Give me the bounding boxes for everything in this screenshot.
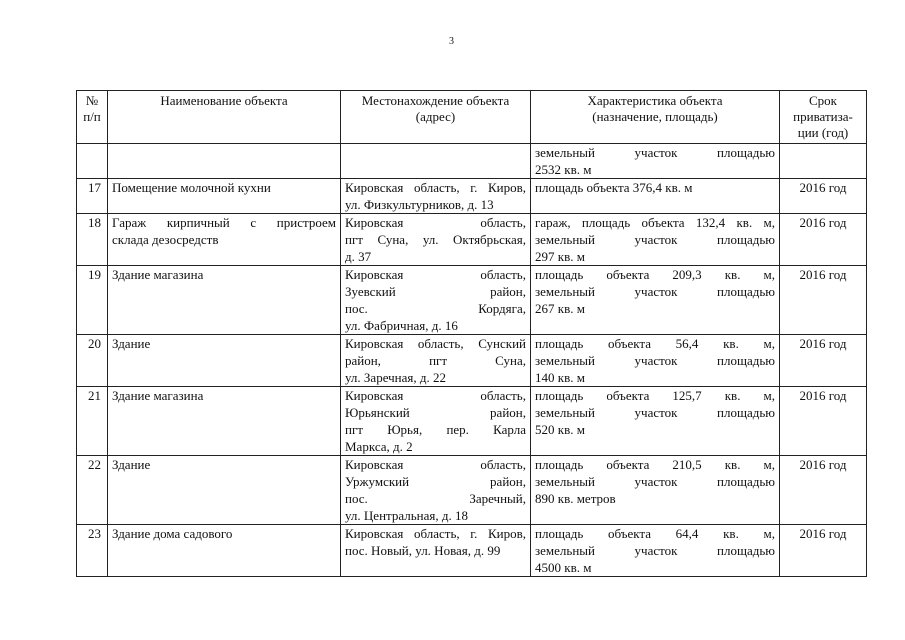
cell-line: Кировская область, bbox=[345, 267, 526, 282]
header-location-line: Местонахождение объекта bbox=[361, 93, 510, 108]
cell-num: 19 bbox=[77, 266, 108, 335]
header-characteristics bbox=[531, 91, 780, 144]
cell-characteristics bbox=[531, 214, 780, 266]
cell-name bbox=[108, 179, 341, 214]
header-location-line: (адрес) bbox=[415, 109, 456, 124]
cell-line: 2532 кв. м bbox=[535, 162, 592, 177]
cell-line: Кировская область, Сунский bbox=[345, 336, 526, 351]
table-row-continuation bbox=[77, 144, 867, 179]
cell-line: площадь объекта 210,5 кв. м, bbox=[535, 457, 775, 472]
header-name: Наименование объекта bbox=[108, 91, 341, 144]
cell-location bbox=[341, 179, 531, 214]
cell-line: 267 кв. м bbox=[535, 301, 585, 316]
header-term bbox=[780, 91, 867, 144]
page-number: 3 bbox=[449, 36, 454, 47]
table-row bbox=[77, 179, 867, 214]
cell-characteristics bbox=[531, 335, 780, 387]
cell-line: земельный участок площадью bbox=[535, 353, 775, 368]
cell-line: пос. Заречный, bbox=[345, 491, 526, 506]
cell-line: Уржумский район, bbox=[345, 474, 526, 489]
cell-num bbox=[77, 144, 108, 179]
cell-location bbox=[341, 266, 531, 335]
cell-line: 890 кв. метров bbox=[535, 491, 616, 506]
cell-line: 297 кв. м bbox=[535, 249, 585, 264]
cell-line: Здание bbox=[112, 336, 151, 351]
header-term-line: Срок bbox=[809, 93, 837, 108]
cell-line: Маркса, д. 2 bbox=[345, 439, 413, 454]
table-row bbox=[77, 525, 867, 577]
cell-name bbox=[108, 214, 341, 266]
cell-term: 2016 год bbox=[780, 266, 867, 335]
cell-characteristics bbox=[531, 387, 780, 456]
cell-term: 2016 год bbox=[780, 214, 867, 266]
cell-line: земельный участок площадью bbox=[535, 405, 775, 420]
table-row bbox=[77, 335, 867, 387]
table-row bbox=[77, 214, 867, 266]
header-characteristics-line: (назначение, площадь) bbox=[592, 109, 718, 124]
cell-line: Юрьянский район, bbox=[345, 405, 526, 420]
cell-term: 2016 год bbox=[780, 335, 867, 387]
cell-line: ул. Заречная, д. 22 bbox=[345, 370, 447, 385]
cell-line: Кировская область, г. Киров, bbox=[345, 526, 526, 541]
cell-line: Кировская область, bbox=[345, 215, 526, 230]
cell-num: 23 bbox=[77, 525, 108, 577]
cell-num: 22 bbox=[77, 456, 108, 525]
cell-line: земельный участок площадью bbox=[535, 474, 775, 489]
cell-line: пгт Суна, ул. Октябрьская, bbox=[345, 232, 526, 247]
cell-line: земельный участок площадью bbox=[535, 145, 775, 160]
header-num-line: п/п bbox=[83, 109, 101, 124]
cell-location bbox=[341, 456, 531, 525]
header-term-line: приватиза- bbox=[793, 109, 853, 124]
cell-line: Помещение молочной кухни bbox=[112, 180, 271, 195]
cell-characteristics bbox=[531, 525, 780, 577]
cell-line: Здание дома садового bbox=[112, 526, 233, 541]
cell-line: площадь объекта 64,4 кв. м, bbox=[535, 526, 775, 541]
cell-term: 2016 год bbox=[780, 456, 867, 525]
cell-num: 21 bbox=[77, 387, 108, 456]
cell-line: земельный участок площадью bbox=[535, 232, 775, 247]
cell-line: Кировская область, bbox=[345, 388, 526, 403]
cell-line: земельный участок площадью bbox=[535, 543, 775, 558]
cell-location bbox=[341, 214, 531, 266]
cell-line: гараж, площадь объекта 132,4 кв. м, bbox=[535, 215, 775, 230]
cell-line: пос. Кордяга, bbox=[345, 301, 526, 316]
cell-name bbox=[108, 144, 341, 179]
cell-location bbox=[341, 144, 531, 179]
cell-name bbox=[108, 387, 341, 456]
table-row bbox=[77, 387, 867, 456]
cell-num: 20 bbox=[77, 335, 108, 387]
cell-line: площадь объекта 209,3 кв. м, bbox=[535, 267, 775, 282]
cell-term: 2016 год bbox=[780, 525, 867, 577]
cell-line: пос. Новый, ул. Новая, д. 99 bbox=[345, 543, 501, 558]
cell-line: Кировская область, bbox=[345, 457, 526, 472]
cell-location bbox=[341, 525, 531, 577]
cell-num: 18 bbox=[77, 214, 108, 266]
header-location bbox=[341, 91, 531, 144]
cell-characteristics bbox=[531, 179, 780, 214]
cell-num: 17 bbox=[77, 179, 108, 214]
table-body bbox=[77, 144, 867, 577]
cell-term: 2016 год bbox=[780, 387, 867, 456]
cell-line: 520 кв. м bbox=[535, 422, 585, 437]
cell-line: пгт Юрья, пер. Карла bbox=[345, 422, 526, 437]
cell-line: Здание магазина bbox=[112, 267, 204, 282]
header-characteristics-line: Характеристика объекта bbox=[587, 93, 723, 108]
cell-term bbox=[780, 144, 867, 179]
cell-line: склада дезосредств bbox=[112, 232, 219, 247]
cell-line: Здание bbox=[112, 457, 151, 472]
table-row bbox=[77, 456, 867, 525]
cell-characteristics bbox=[531, 266, 780, 335]
privatization-table bbox=[76, 90, 867, 577]
cell-line: Зуевский район, bbox=[345, 284, 526, 299]
cell-line: Гараж кирпичный с пристроем bbox=[112, 215, 336, 230]
cell-location bbox=[341, 387, 531, 456]
table-header-row bbox=[77, 91, 867, 144]
header-term-line: ции (год) bbox=[797, 125, 849, 140]
cell-characteristics bbox=[531, 456, 780, 525]
cell-line: площадь объекта 56,4 кв. м, bbox=[535, 336, 775, 351]
cell-term: 2016 год bbox=[780, 179, 867, 214]
cell-line: Кировская область, г. Киров, bbox=[345, 180, 526, 195]
cell-line: площадь объекта 376,4 кв. м bbox=[535, 180, 693, 195]
cell-line: ул. Фабричная, д. 16 bbox=[345, 318, 458, 333]
cell-line: земельный участок площадью bbox=[535, 284, 775, 299]
table-row bbox=[77, 266, 867, 335]
cell-line: д. 37 bbox=[345, 249, 372, 264]
cell-line: ул. Физкультурников, д. 13 bbox=[345, 197, 494, 212]
header-num bbox=[77, 91, 108, 144]
header-num-line: № bbox=[85, 93, 99, 108]
cell-line: 140 кв. м bbox=[535, 370, 585, 385]
cell-line: площадь объекта 125,7 кв. м, bbox=[535, 388, 775, 403]
cell-line: район, пгт Суна, bbox=[345, 353, 526, 368]
cell-line: Здание магазина bbox=[112, 388, 204, 403]
cell-name bbox=[108, 266, 341, 335]
cell-name bbox=[108, 456, 341, 525]
cell-name bbox=[108, 335, 341, 387]
cell-line: 4500 кв. м bbox=[535, 560, 592, 575]
cell-line: ул. Центральная, д. 18 bbox=[345, 508, 468, 523]
cell-characteristics bbox=[531, 144, 780, 179]
cell-name bbox=[108, 525, 341, 577]
cell-location bbox=[341, 335, 531, 387]
